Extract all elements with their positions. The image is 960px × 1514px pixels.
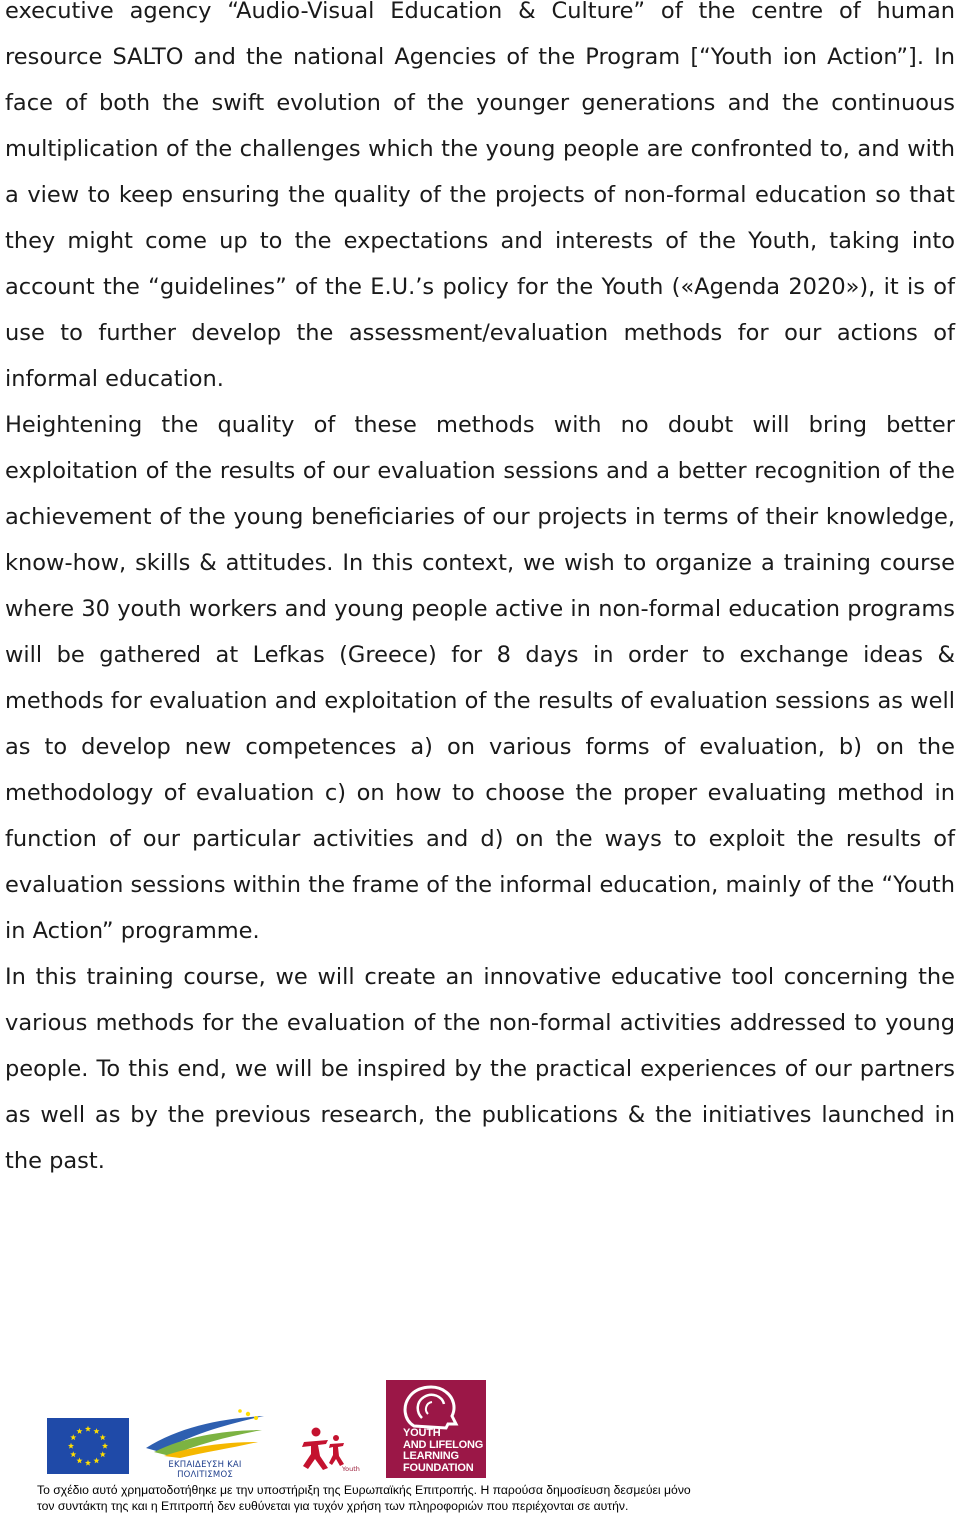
eu-flag-icon [47, 1418, 129, 1474]
paragraph-2: Heightening the quality of these methods with no doubt will bring better exploitation of the results of our evaluation sessions and a better recognition of the achievement of the young beneficiaries of our projects in terms of their knowledge, know-how, skills & attitudes. In this context, we wish to organize a training course where 30 youth workers and young people active in non-formal education programs will be gathered at Lefkas (Greece) for 8 days in order to exchange ideas & methods for evaluation and exploitation of the results of evaluation sessions as well as to develop new competences a) on various forms of evaluation, b) on the methodology of evaluation c) on how to choose the proper evaluating method in function of our particular activities and d) on the ways to exploit the results of evaluation sessions within the frame of the informal education, mainly of the “Youth in Action” programme. [5, 412, 955, 944]
body-text [5, 0, 955, 1184]
youth-programme-icon [298, 1426, 370, 1476]
disclaimer-line-2: τον συντάκτη της και η Επιτροπή δεν ευθύνεται για τυχόν χρήση των πληροφοριών που περιέχονται σε αυτήν. [37, 1499, 629, 1513]
funding-disclaimer [37, 1482, 937, 1514]
youth-caption: Youth [342, 1465, 360, 1473]
youth-lifelong-learning-foundation-icon [386, 1380, 486, 1478]
education-culture-icon [140, 1408, 270, 1480]
paragraph-3: In this training course, we will create an innovative educative tool concerning the various methods for the evaluation of the non-formal activities addressed to young people. To this end, we will be inspired by the practical experiences of our partners as well as by the previous research, the publications & the initiatives launched in the past. [5, 964, 955, 1174]
disclaimer-line-1: Το σχέδιο αυτό χρηματοδοτήθηκε με την υποστήριξη της Ευρωπαϊκής Επιτροπής. Η παρούσα δημοσίευση δεσμεύει μόνο [37, 1483, 691, 1497]
ylf-wordmark: YOUTH AND LIFELONG LEARNING FOUNDATION [403, 1427, 484, 1474]
paragraph-1: executive agency “Audio-Visual Education & Culture” of the centre of human resource SALTO and the national Agencies of the Program [“Youth ion Action”]. In face of both the swift evolution of the younger generations and the continuous multiplication of the challenges which the young people are confronted to, and with a view to keep ensuring the quality of the projects of non-formal education so that they might come up to the expectations and interests of the Youth, taking into account the “guidelines” of the E.U.’s policy for the Youth («Agenda 2020»), it is of use to further develop the assessment/evaluation methods for our actions of informal education. [5, 0, 955, 392]
logo-strip [0, 1380, 960, 1480]
education-culture-caption: ΕΚΠΑΙΔΕΥΣΗ ΚΑΙ ΠΟΛΙΤΙΣΜΟΣ [168, 1460, 242, 1480]
